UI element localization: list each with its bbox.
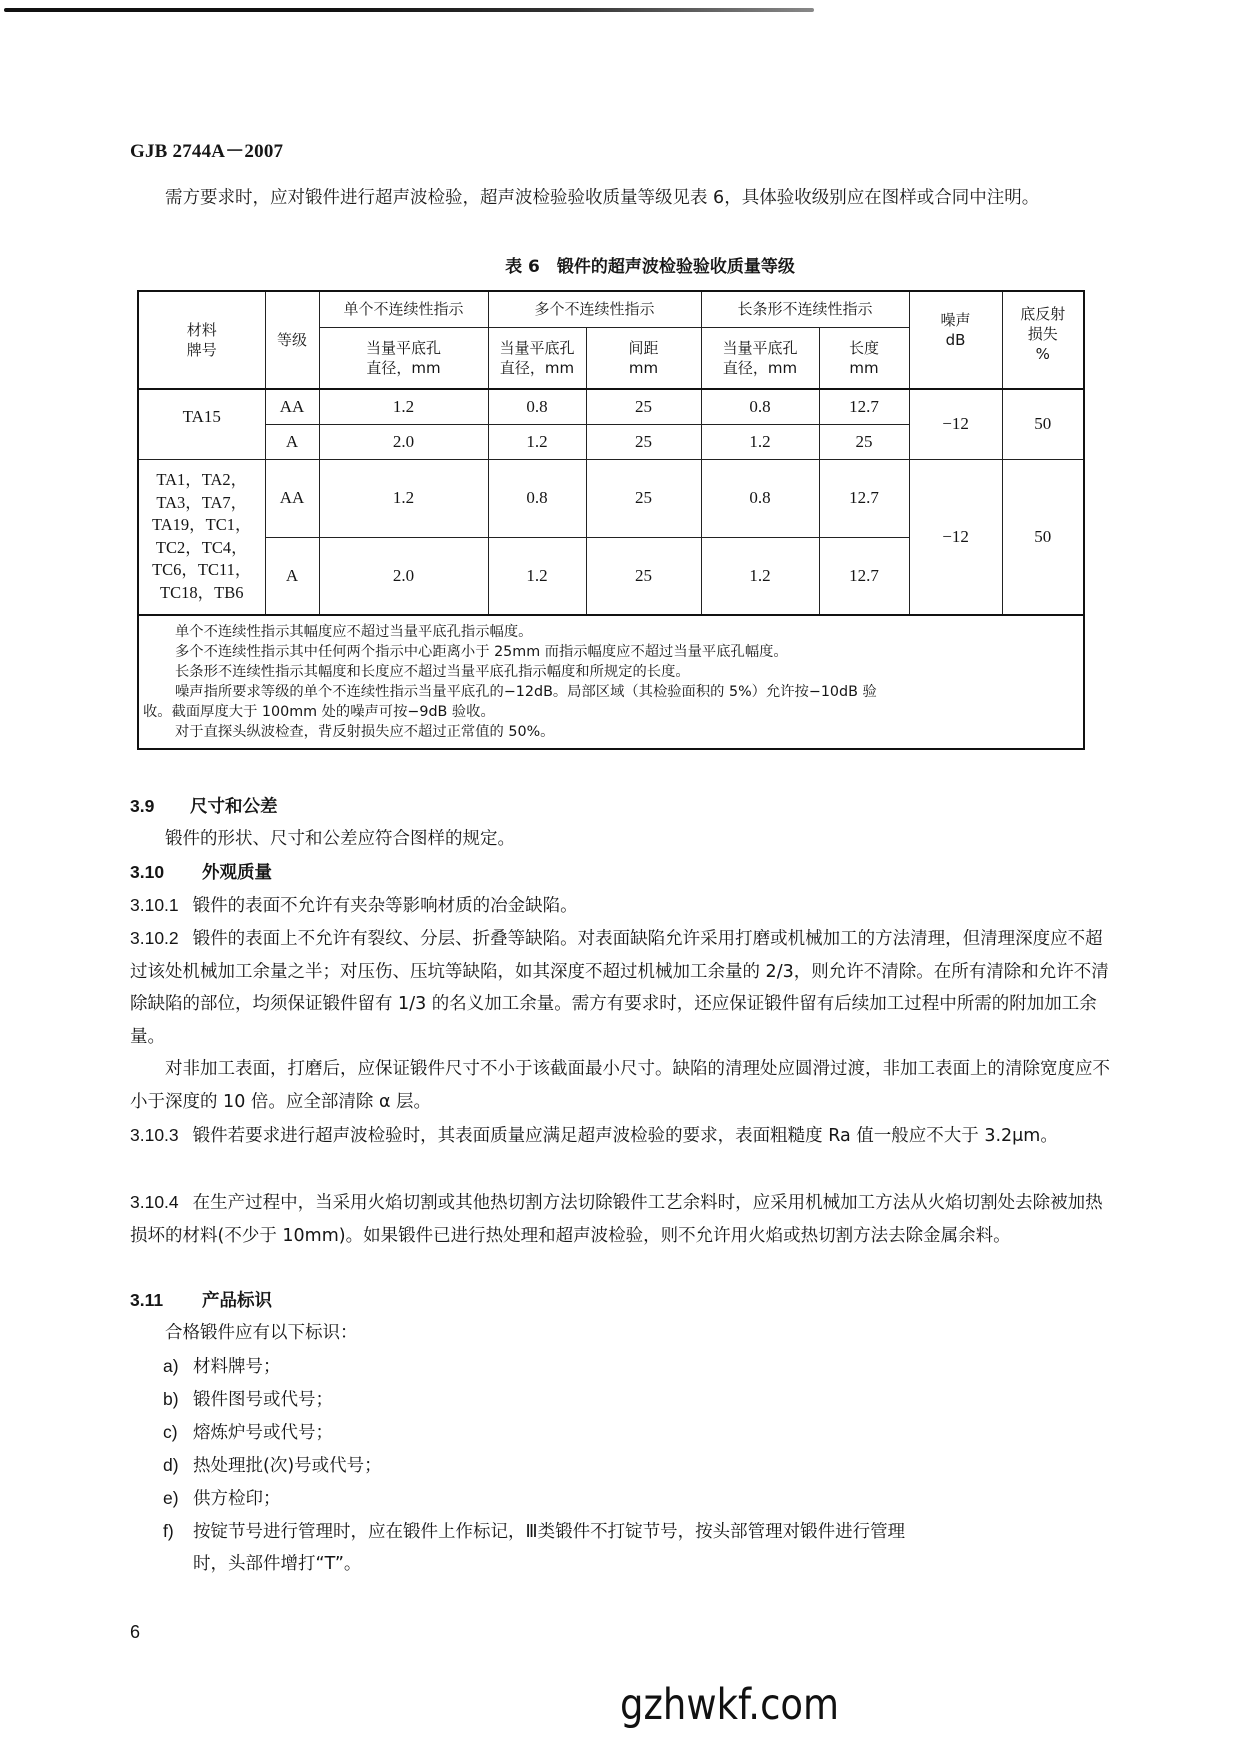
header-back-loss (1002, 291, 1084, 389)
header-material-text: 材料 牌号 (186, 321, 217, 359)
cell-multi-dia: 0.8 (488, 459, 586, 537)
header-noise (909, 291, 1002, 389)
section-3-10-2-continued: 对非加工表面，打磨后，应保证锻件尺寸不小于该截面最小尺寸。缺陷的清理处应圆滑过渡，非加工表面上的清除宽度应不小于深度的 10 倍。应全部清除 α 层。 (130, 1059, 1110, 1112)
table-title: 表 6 锻件的超声波检验验收质量等级 (505, 257, 795, 277)
cell-back-loss: 50 (1002, 459, 1084, 615)
section-number: 3.11 (130, 1290, 164, 1310)
list-item (163, 1416, 1113, 1449)
section-number: 3.9 (130, 796, 155, 816)
header-elong-fbh: 当量平底孔 直径，mm (701, 327, 819, 389)
intro-paragraph: 需方要求时，应对锻件进行超声波检验，超声波检验验收质量等级见表 6，具体验收级别应在图样或合同中注明。 (165, 188, 1040, 208)
list-marker: b) (163, 1389, 179, 1409)
cell-grade: A (265, 537, 319, 615)
header-material (138, 291, 265, 389)
cell-grade: AA (265, 459, 319, 537)
cell-elong-dia: 0.8 (701, 389, 819, 424)
section-3-11-lead: 合格锻件应有以下标识： (165, 1323, 358, 1343)
cell-single-dia: 2.0 (319, 424, 488, 459)
watermark: gzhwkf.com (620, 1680, 840, 1730)
section-number: 3.10.3 (130, 1125, 179, 1145)
header-elongated: 长条形不连续性指示 (701, 291, 909, 327)
cell-elong-dia: 0.8 (701, 459, 819, 537)
cell-back-loss: 50 (1002, 389, 1084, 459)
section-number: 3.10.1 (130, 895, 179, 915)
list-marker: f) (163, 1521, 174, 1541)
header-single: 单个不连续性指示 (319, 291, 488, 327)
ultrasonic-acceptance-table (137, 290, 1085, 750)
table-notes-row (138, 615, 1084, 749)
cell-single-dia: 1.2 (319, 459, 488, 537)
header-rule (4, 8, 814, 12)
table-note: 噪声指所要求等级的单个不连续性指示当量平底孔的−12dB。局部区域（其检验面积的 5%）允许按−10dB 验 (175, 684, 877, 700)
cell-elong-dia: 1.2 (701, 424, 819, 459)
cell-material (138, 459, 265, 615)
section-body: 锻件的表面上不允许有裂纹、分层、折叠等缺陷。对表面缺陷允许采用打磨或机械加工的方法清理，但清理深度应不超过该处机械加工余量之半；对压伤、压坑等缺陷，如其深度不超过机械加工余量的 2/3，则允许不清除。在所有清除和允许不清除缺陷的部位，均须保证锻件留有 1/3 的名义加工余量。需方有要求时，还应保证锻件留有后续加工过程中所需的附加加工余量。 (130, 929, 1109, 1047)
section-3-10-4 (130, 1186, 1110, 1252)
list-marker: e) (163, 1488, 179, 1508)
list-text: 熔炼炉号或代号； (193, 1423, 333, 1443)
cell-multi-spacing: 25 (586, 459, 701, 537)
header-multi-spacing: 间距 mm (586, 327, 701, 389)
list-text: 材料牌号； (193, 1357, 281, 1377)
list-text: 供方检印； (193, 1489, 281, 1509)
cell-multi-spacing: 25 (586, 424, 701, 459)
cell-material: TA15 (138, 389, 265, 459)
header-noise-text: 噪声 dB (940, 311, 971, 349)
header-back-loss-text: 底反射 损失 % (1020, 305, 1066, 363)
list-item (163, 1350, 1113, 1383)
list-text: 按锭节号进行管理时，应在锻件上作标记，Ⅲ类锻件不打锭节号，按头部管理对锻件进行管理 (193, 1522, 906, 1542)
cell-multi-spacing: 25 (586, 537, 701, 615)
header-multiple: 多个不连续性指示 (488, 291, 701, 327)
cell-elong-length: 12.7 (819, 389, 909, 424)
section-number: 3.10.4 (130, 1192, 179, 1212)
table-row (138, 459, 1084, 537)
section-body: 在生产过程中，当采用火焰切割或其他热切割方法切除锻件工艺余料时，应采用机械加工方法从火焰切割处去除被加热损坏的材料(不少于 10mm)。如果锻件已进行热处理和超声波检验，则不允许用火焰或热切割方法去除金属余料。 (130, 1193, 1103, 1246)
list-text-continued: 时，头部件增打“T”。 (193, 1554, 362, 1574)
cell-single-dia: 1.2 (319, 389, 488, 424)
list-item (163, 1449, 1113, 1482)
section-title: 尺寸和公差 (190, 797, 278, 817)
table-notes (138, 615, 1084, 749)
cell-elong-length: 25 (819, 424, 909, 459)
list-item (163, 1383, 1113, 1416)
cell-grade: AA (265, 389, 319, 424)
section-body: 锻件的表面不允许有夹杂等影响材质的冶金缺陷。 (192, 896, 578, 916)
section-3-10-3 (130, 1119, 1110, 1153)
section-title: 产品标识 (202, 1291, 272, 1311)
table-note: 长条形不连续性指示其幅度和长度应不超过当量平底孔指示幅度和所规定的长度。 (175, 664, 690, 680)
section-3-9-heading (130, 790, 278, 823)
list-item (163, 1482, 1113, 1515)
header-multi-fbh: 当量平底孔 直径，mm (488, 327, 586, 389)
header-elong-length: 长度 mm (819, 327, 909, 389)
table-note: 单个不连续性指示其幅度应不超过当量平底孔指示幅度。 (175, 624, 533, 640)
list-marker: a) (163, 1356, 179, 1376)
list-text: 热处理批(次)号或代号； (193, 1456, 382, 1476)
section-3-11-heading (130, 1284, 272, 1317)
cell-multi-dia: 1.2 (488, 537, 586, 615)
cell-multi-dia: 0.8 (488, 389, 586, 424)
section-title: 外观质量 (202, 863, 272, 883)
document-code: GJB 2744A－2007 (130, 141, 284, 162)
cell-material-text: TA1，TA2， TA3，TA7， TA19，TC1， TC2，TC4， TC6，TC11， TC18，TB6 (151, 470, 252, 602)
section-number: 3.10 (130, 862, 165, 882)
section-body: 锻件若要求进行超声波检验时，其表面质量应满足超声波检验的要求，表面粗糙度 Ra 值一般应不大于 3.2μm。 (192, 1126, 1058, 1146)
section-3-9-body: 锻件的形状、尺寸和公差应符合图样的规定。 (165, 829, 515, 849)
section-number: 3.10.2 (130, 928, 179, 948)
header-grade: 等级 (265, 291, 319, 389)
cell-grade: A (265, 424, 319, 459)
cell-elong-length: 12.7 (819, 537, 909, 615)
table-note: 收。截面厚度大于 100mm 处的噪声可按−9dB 验收。 (143, 704, 495, 720)
table-note: 对于直探头纵波检查，背反射损失应不超过正常值的 50%。 (175, 724, 555, 740)
section-3-10-1 (130, 889, 1110, 923)
cell-elong-length: 12.7 (819, 459, 909, 537)
list-marker: c) (163, 1422, 178, 1442)
list-text: 锻件图号或代号； (193, 1390, 333, 1410)
header-single-fbh: 当量平底孔 直径，mm (319, 327, 488, 389)
list-marker: d) (163, 1455, 179, 1475)
section-3-10-2 (130, 922, 1110, 1053)
page-number: 6 (130, 1622, 141, 1642)
cell-elong-dia: 1.2 (701, 537, 819, 615)
section-3-10-heading (130, 856, 272, 889)
list-item (163, 1515, 1113, 1580)
cell-multi-dia: 1.2 (488, 424, 586, 459)
cell-single-dia: 2.0 (319, 537, 488, 615)
cell-noise: −12 (909, 459, 1002, 615)
table-note: 多个不连续性指示其中任何两个指示中心距离小于 25mm 而指示幅度应不超过当量平底孔幅度。 (175, 644, 788, 660)
cell-multi-spacing: 25 (586, 389, 701, 424)
cell-noise: −12 (909, 389, 1002, 459)
table-row (138, 389, 1084, 424)
